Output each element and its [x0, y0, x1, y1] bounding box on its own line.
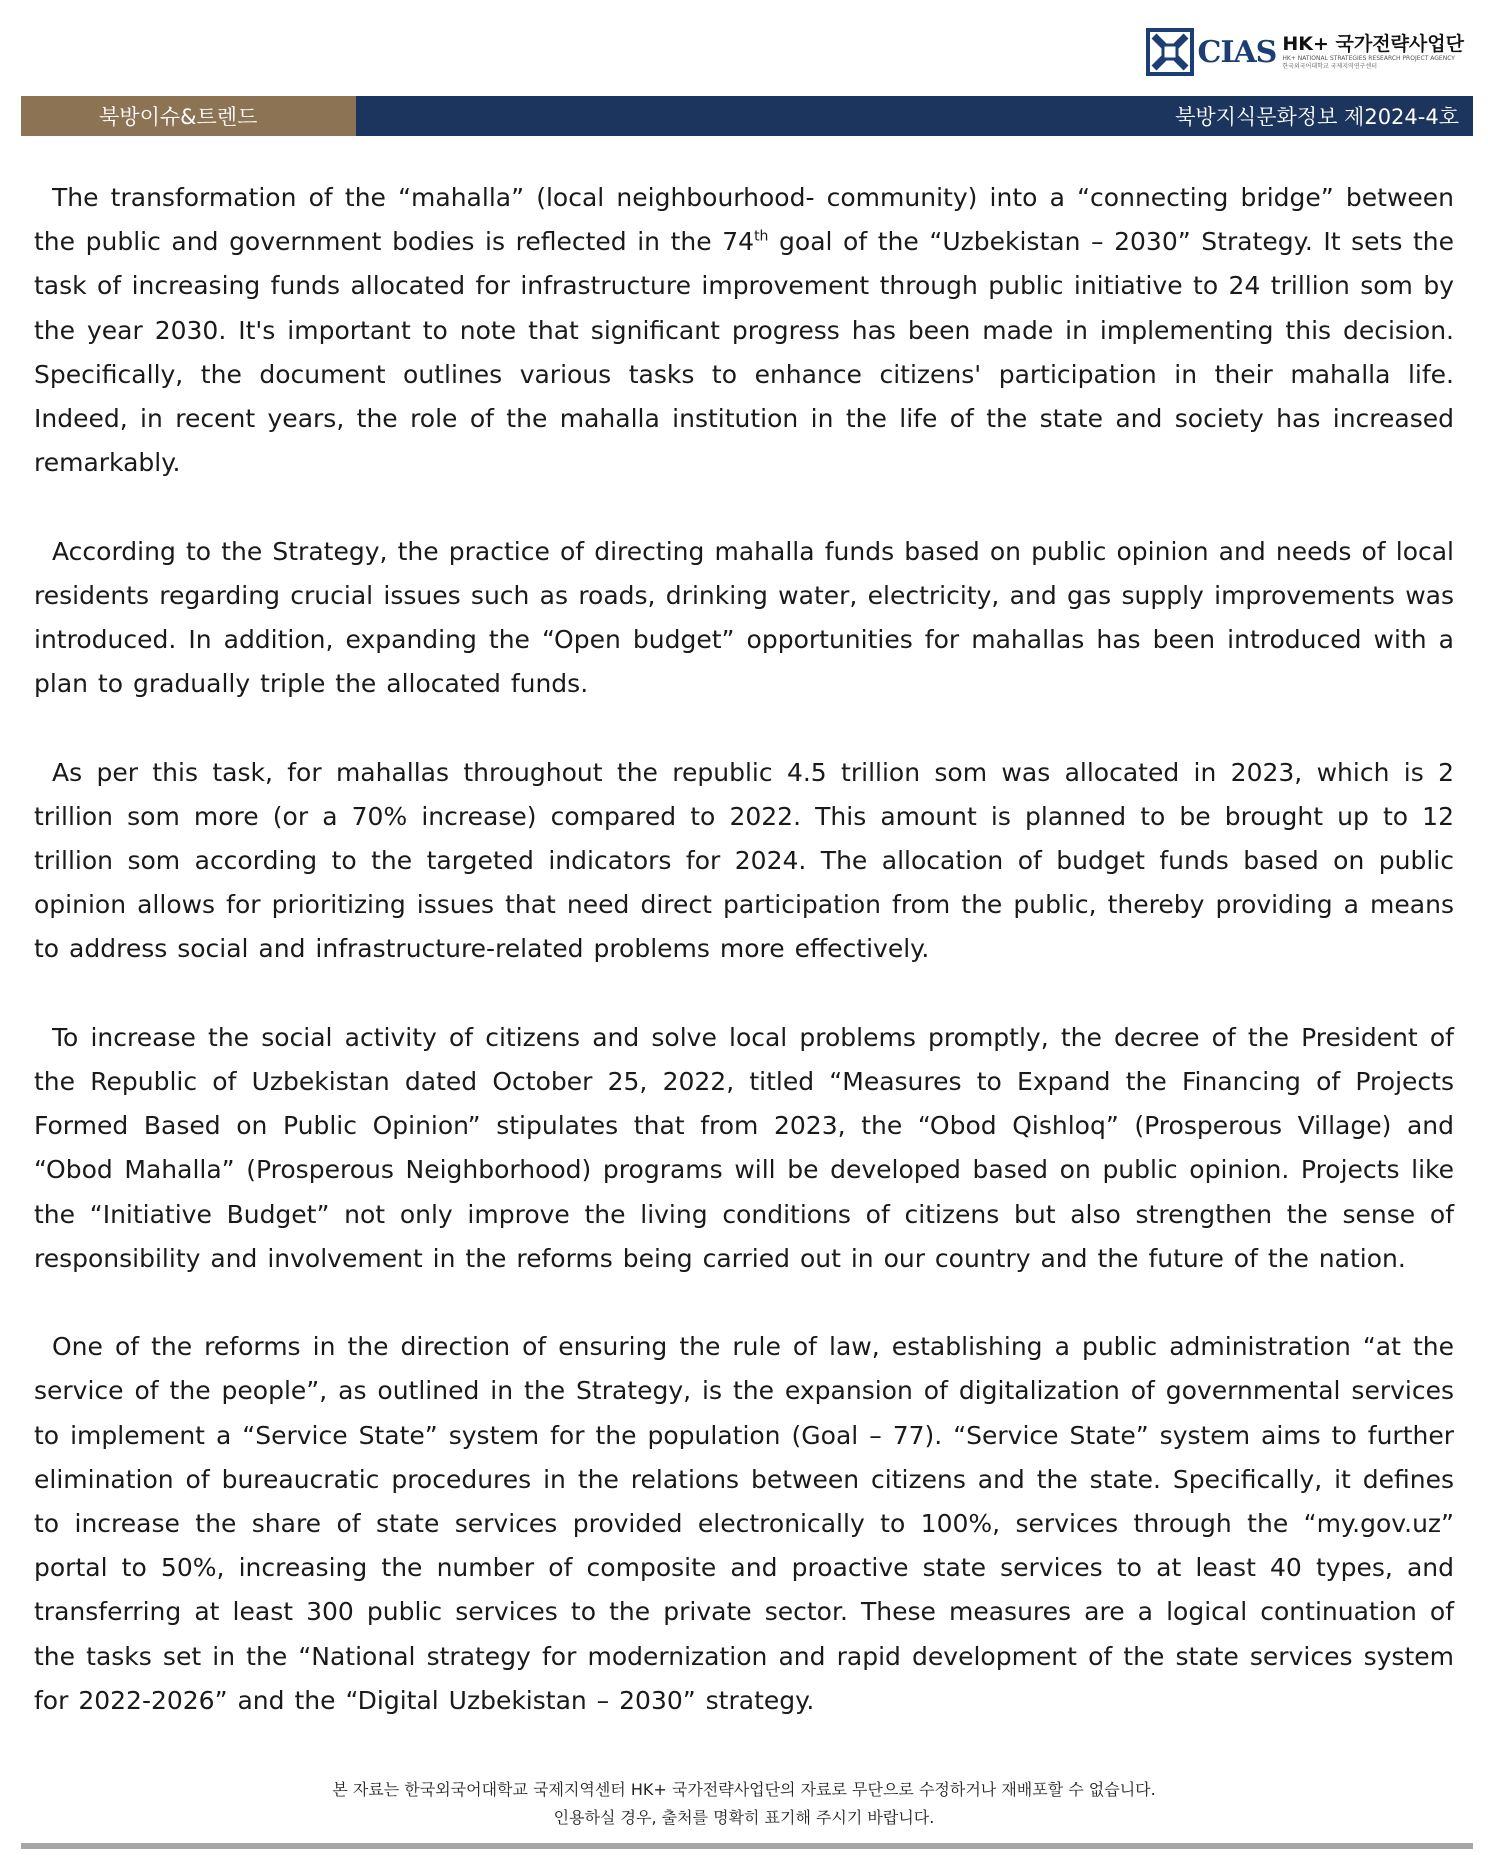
ordinal-suffix: th — [754, 228, 769, 245]
paragraph-5: One of the reforms in the direction of ensuring the rule of law, establishing a public administration “at the service of the people”, as outlined in the Strategy, is the expansion of digitalization of governmental services to implement a “Service State” system for the population (Goal – 77). “Service State” system aims to further elimination of bureaucratic procedures in the relations between citizens and the state. Specifically, it defines to increase the share of state services provided electronically to 100%, services through the “my.gov.uz” portal to 50%, increasing the number of composite and proactive state services to at least 40 types, and transferring at least 300 public services to the private sector. These measures are a logical continuation of the tasks set in the “National strategy for modernization and rapid development of the state services system for 2022-2026” and the “Digital Uzbekistan – 2030” strategy. — [34, 1332, 1454, 1715]
bottom-rule — [21, 1843, 1473, 1849]
paragraph-4: To increase the social activity of citizens and solve local problems promptly, the decree of the President of the Republic of Uzbekistan dated October 25, 2022, titled “Measures to Expand the Financing of Projects Formed Based on Public Opinion” stipulates that from 2023, the “Obod Qishloq” (Prosperous Village) and “Obod Mahalla” (Prosperous Neighborhood) programs will be developed based on public opinion. Projects like the “Initiative Budget” not only improve the living conditions of citizens but also strengthen the sense of responsibility and involvement in the reforms being carried out in our country and the future of the nation. — [34, 1022, 1454, 1273]
header-banner — [21, 96, 1473, 136]
copyright-notice — [0, 1776, 1488, 1832]
paragraph-1-text-a: The transformation of the “mahalla” (local neighbourhood- community) into a “connecting bridge” between the public and government bodies is reflected in the 74 — [34, 183, 1454, 257]
copyright-line-2: 인용하실 경우, 출처를 명확히 표기해 주시기 바랍니다. — [553, 1808, 935, 1827]
paragraph-3: As per this task, for mahallas throughout the republic 4.5 trillion som was allocated in 2023, which is 2 trillion som more (or a 70% increase) compared to 2022. This amount is planned to be brought up to 12 trillion som according to the targeted indicators for 2024. The allocation of budget funds based on public opinion allows for prioritizing issues that need direct participation from the public, thereby providing a means to address social and infrastructure-related problems more effectively. — [34, 757, 1454, 964]
logo-title: HK+ 국가전략사업단 — [1282, 33, 1464, 55]
copyright-line-1: 본 자료는 한국외국어대학교 국제지역센터 HK+ 국가전략사업단의 자료로 무단으로 수정하거나 재배포할 수 없습니다. — [332, 1780, 1156, 1799]
paragraph-1-text-b: goal of the “Uzbekistan – 2030” Strategy. It sets the task of increasing funds allocated for infrastructure improvement through public initiative to 24 trillion som by the year 2030. It's important to note that significant progress has been made in implementing this decision. Specifically, the document outlines various tasks to enhance citizens' participation in their mahalla life. Indeed, in recent years, the role of the mahalla institution in the life of the state and society has increased remarkably. — [34, 227, 1454, 478]
paragraph-2: According to the Strategy, the practice of directing mahalla funds based on public opinion and needs of local residents regarding crucial issues such as roads, drinking water, electricity, and gas supply improvements was introduced. In addition, expanding the “Open budget” opportunities for mahallas has been introduced with a plan to gradually triple the allocated funds. — [34, 536, 1454, 699]
logo-subtitle-kr: 한국외국어대학교 국제지역연구센터 — [1282, 63, 1378, 70]
cias-emblem-icon — [1146, 28, 1194, 76]
paragraph-1 — [34, 176, 1454, 485]
section-label: 북방이슈&트렌드 — [21, 96, 356, 136]
article-body — [34, 176, 1454, 1767]
cias-logo — [1146, 26, 1465, 78]
logo-name: CIAS — [1197, 34, 1277, 70]
logo-subtitle: HK+ NATIONAL STRATEGIES RESEARCH PROJECT AGENCY — [1282, 55, 1455, 62]
publication-label: 북방지식문화정보 제2024-4호 — [356, 96, 1473, 136]
